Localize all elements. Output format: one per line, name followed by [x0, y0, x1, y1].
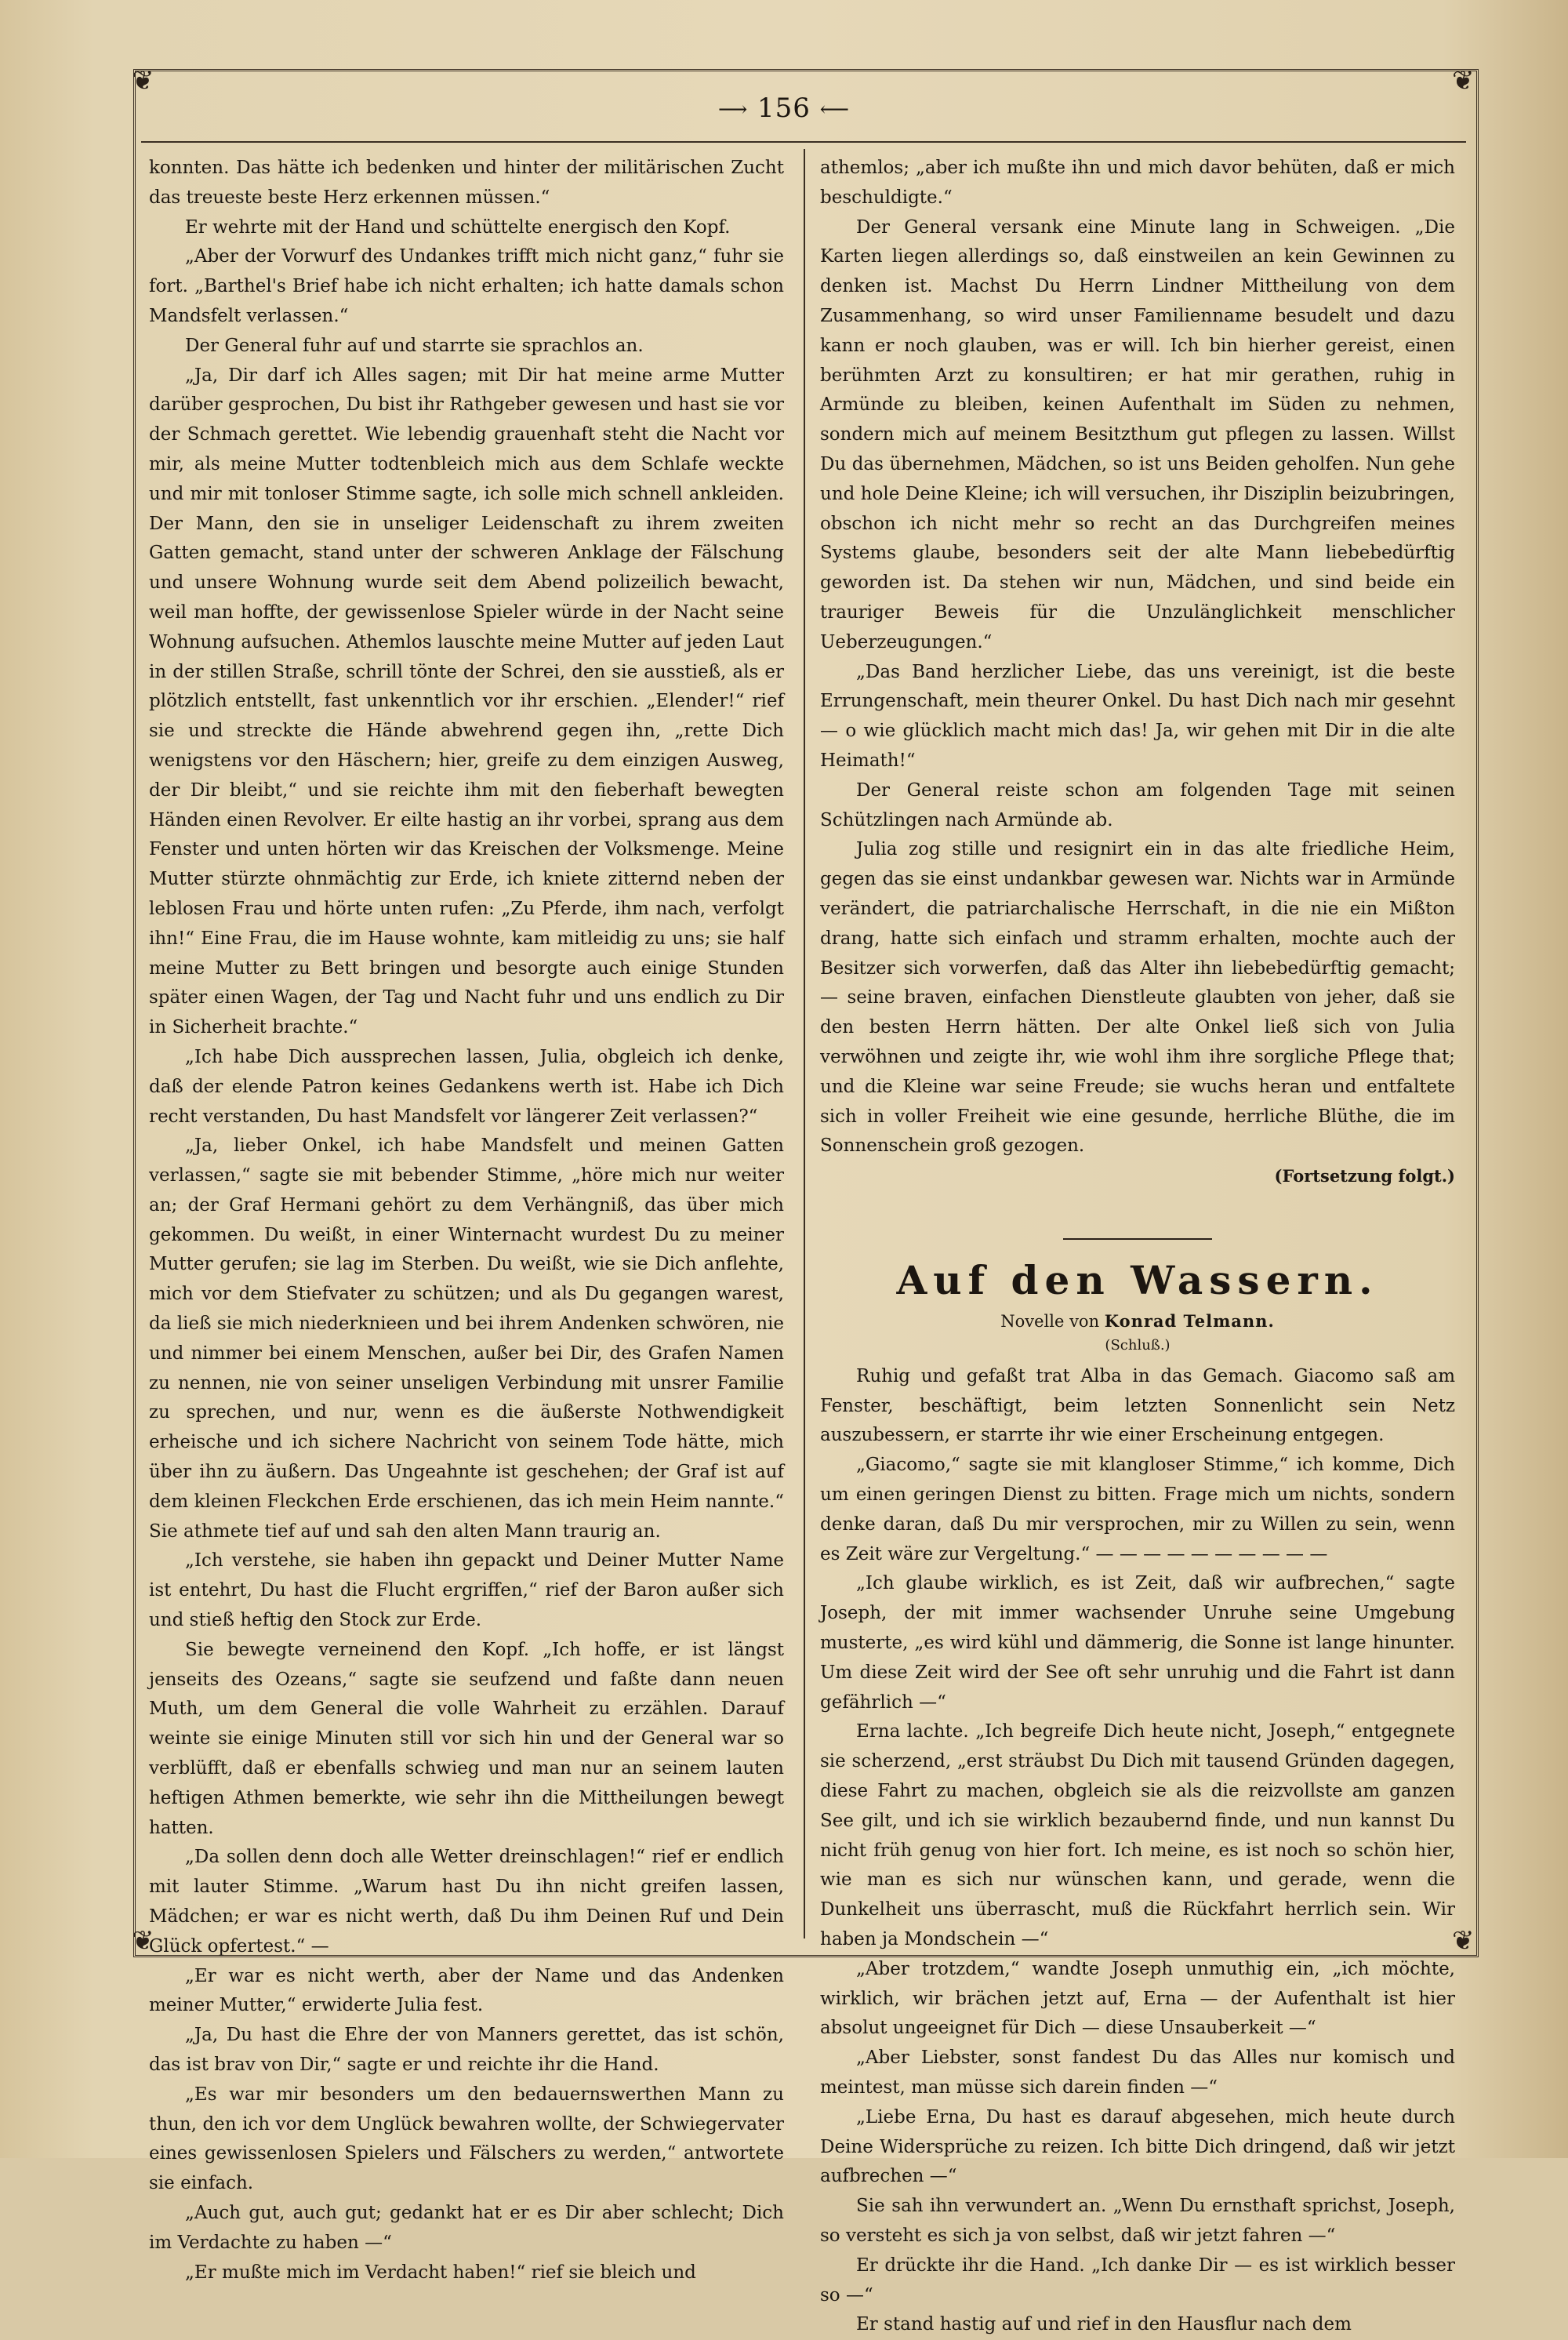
paragraph: „Da sollen denn doch alle Wetter dreinschlagen!“ rief er endlich mit lauter Stimme. „Warum hast Du ihn nicht greifen lassen, Mädchen; er war es nicht werth, daß Du ihm Deinen Ruf und Dein Glück opfertest.“ —	[149, 1847, 784, 1957]
section-separator	[1063, 1238, 1212, 1240]
paragraph: „Ja, Du hast die Ehre der von Manners gerettet, das ist schön, das ist brav von Dir,“ sagte er und reichte ihr die Hand.	[149, 2025, 784, 2075]
paragraph: „Ja, lieber Onkel, ich habe Mandsfelt und meinen Gatten verlassen,“ sagte sie mit bebender Stimme, „höre mich nur weiter an; der Graf Hermani gehört zu dem Verhängniß, das über mich gekommen. Du weißt, in einer Winternacht wurdest Du zu meiner Mutter gerufen; sie lag im Sterben. Du weißt, wie sie Dich anflehte, mich vor dem Stiefvater zu schützen; und als Du gegangen warest, da ließ sie mich niederknieen und bei ihrem Andenken schwören, nie und nimmer bei einem Menschen, außer bei Dir, des Grafen Namen zu nennen, nie von seiner unseligen Verbindung mit unsrer Familie zu sprechen, und nur, wenn es die äußerste Nothwendigkeit erheische und ich sichere Nachricht von seinem Tode hätte, mich über ihn zu äußern. Das Ungeahnte ist geschehen; der Graf ist auf dem kleinen Fleckchen Erde erschienen, das ich mein Heim nannte.“ Sie athmete tief auf und sah den alten Mann traurig an.	[149, 1135, 784, 1542]
novella-note: (Schluß.)	[1105, 1336, 1171, 1353]
novella-title: Auf den Wassern.	[896, 1256, 1379, 1303]
paragraph: konnten. Das hätte ich bedenken und hinter der militärischen Zucht das treueste beste Herz erkennen müssen.“	[149, 158, 784, 208]
corner-ornament-icon: ❦	[132, 1925, 154, 1957]
corner-ornament-icon: ❦	[1452, 1925, 1475, 1957]
paragraph: athemlos; „aber ich mußte ihn und mich davor behüten, daß er mich beschuldigte.“	[820, 158, 1455, 208]
continuation-note: (Fortsetzung folgt.)	[1274, 1166, 1455, 1186]
novella-byline	[820, 1309, 1455, 1334]
paragraph: Sie sah ihn verwundert an. „Wenn Du ernsthaft sprichst, Joseph, so versteht es sich ja von selbst, daß wir jetzt fahren —“	[820, 2196, 1455, 2246]
corner-ornament-icon: ❦	[132, 65, 154, 96]
paragraph: Er stand hastig auf und rief in den Hausflur nach dem	[856, 2314, 1352, 2335]
page-header	[690, 93, 878, 136]
paragraph: Der General reiste schon am folgenden Tage mit seinen Schützlingen nach Armünde ab.	[820, 779, 1455, 830]
paragraph: Der General versank eine Minute lang in Schweigen. „Die Karten liegen allerdings so, daß einstweilen an kein Gewinnen zu denken ist. Machst Du Herrn Lindner Mittheilung von dem Zusammenhang, so wird unser Familienname besudelt und dazu kann er noch glauben, was er will. Ich bin hierher gereist, einen berühmten Arzt zu konsultiren; er hat mir gerathen, ruhig in Armünde zu bleiben, keinen Aufenthalt im Süden zu nehmen, sondern mich auf meinem Besitzthum gut pflegen zu lassen. Willst Du das übernehmen, Mädchen, so ist uns Beiden geholfen. Nun gehe und hole Deine Kleine; ich will versuchen, ihr Disziplin beizubringen, obschon ich nicht mehr so recht an das Durchgreifen meines Systems glaube, besonders seit der alte Mann liebebedürftig geworden ist. Da stehen wir nun, Mädchen, und sind beide ein trauriger Beweis für die Unzulänglichkeit menschlicher Ueberzeugungen.“	[820, 216, 1455, 652]
page-number: 156	[757, 93, 811, 124]
paragraph: Erna lachte. „Ich begreife Dich heute nicht, Joseph,“ entgegnete sie scherzend, „erst sträubst Du Dich mit tausend Gründen dagegen, diese Fahrt zu machen, obgleich sie als die reizvollste am ganzen See gilt, und ich sie wirklich bezaubernd finde, und nun kannst Du nicht früh genug von hier fort. Ich meine, es ist noch so schön hier, wie man es sich nur wünschen kann, und gerade, wenn die Dunkelheit uns überrascht, muß die Rückfahrt herrlich sein. Wir haben ja Mondschein —“	[820, 1721, 1455, 1950]
left-column	[149, 154, 784, 2283]
paragraph: „Ich verstehe, sie haben ihn gepackt und Deiner Mutter Name ist entehrt, Du hast die Flucht ergriffen,“ rief der Baron außer sich und stieß heftig den Stock zur Erde.	[149, 1550, 784, 1631]
paragraph: „Aber trotzdem,“ wandte Joseph unmuthig ein, „ich möchte, wirklich, wir brächen jetzt auf, Erna — der Aufenthalt ist hier absolut ungeeignet für Dich — diese Unsauberkeit —“	[820, 1958, 1455, 2039]
paragraph: Ruhig und gefaßt trat Alba in das Gemach. Giacomo saß am Fenster, beschäftigt, beim letzten Sonnenlicht sein Netz auszubessern, er starrte ihr wie einer Erscheinung entgegen.	[820, 1365, 1455, 1446]
paragraph: „Er war es nicht werth, aber der Name und das Andenken meiner Mutter,“ erwiderte Julia fest.	[149, 1965, 784, 2016]
paragraph: „Aber Liebster, sonst fandest Du das Alles nur komisch und meintest, man müsse sich darein finden —“	[820, 2048, 1455, 2098]
paragraph: „Ja, Dir darf ich Alles sagen; mit Dir hat meine arme Mutter darüber gesprochen, Du bist ihr Rathgeber gewesen und hast sie vor der Schmach gerettet. Wie lebendig grauenhaft steht die Nacht vor mir, als meine Mutter todtenbleich mich aus dem Schlafe weckte und mir mit tonloser Stimme sagte, ich solle mich schnell ankleiden. Der Mann, den sie in unseliger Leidenschaft zu ihrem zweiten Gatten gemacht, stand unter der schweren Anklage der Fälschung und unsere Wohnung wurde seit dem Abend polizeilich bewacht, weil man hoffte, der gewissenlose Spieler würde in der Nacht seine Wohnung aufsuchen. Athemlos lauschte meine Mutter auf jeden Laut in der stillen Straße, schrill tönte der Schrei, den sie ausstieß, als er plötzlich entstellt, fast unkenntlich vor ihr erschien. „Elender!“ rief sie und streckte die Hände abwehrend gegen ihn, „rette Dich wenigstens vor den Häschern; hier, greife zu dem einzigen Ausweg, der Dir bleibt,“ und sie reichte ihm mit den fieberhaft bewegten Händen einen Revolver. Er eilte hastig an ihr vorbei, sprang aus dem Fenster und unten hörten wir das Kreischen der Volksmenge. Meine Mutter stürzte ohnmächtig zur Erde, ich kniete zitternd neben der leblosen Frau und hörte unten rufen: „Zu Pferde, ihm nach, verfolgt ihn!“ Eine Frau, die im Hause wohnte, kam mitleidig zu uns; sie half meine Mutter zu Bett bringen und besorgte auch einige Stunden später einen Wagen, der Tag und Nacht fuhr und uns endlich zu Dir in Sicherheit brachte.“	[149, 365, 784, 1038]
paragraph: „Das Band herzlicher Liebe, das uns vereinigt, ist die beste Errungenschaft, mein theurer Onkel. Du hast Dich nach mir gesehnt — o wie glücklich macht mich das! Ja, wir gehen mit Dir in die alte Heimath!“	[820, 661, 1455, 771]
paragraph: „Liebe Erna, Du hast es darauf abgesehen, mich heute durch Deine Widersprüche zu reizen. Ich bitte Dich dringend, daß wir jetzt aufbrechen —“	[820, 2106, 1455, 2187]
header-left-ornament: ⟶	[717, 98, 749, 122]
right-column	[820, 154, 1455, 2335]
paragraph: Der General fuhr auf und starrte sie sprachlos an.	[185, 335, 644, 356]
paragraph: Sie bewegte verneinend den Kopf. „Ich hoffe, er ist längst jenseits des Ozeans,“ sagte sie seufzend und faßte dann neuen Muth, um dem General die volle Wahrheit zu erzählen. Darauf weinte sie einige Minuten still vor sich hin und der General war so verblüfft, daß er ebenfalls schwieg und man nur an seinem lauten heftigen Athmen bemerkte, wie sehr ihn die Mittheilungen bewegt hatten.	[149, 1639, 784, 1838]
byline-prefix: Novelle von	[1000, 1311, 1100, 1331]
paragraph: Er drückte ihr die Hand. „Ich danke Dir — es ist wirklich besser so —“	[820, 2255, 1455, 2305]
paragraph: „Es war mir besonders um den bedauernswerthen Mann zu thun, den ich vor dem Unglück bewahren wollte, der Schwiegervater eines gewissenlosen Spielers und Fälschers zu werden,“ antwortete sie einfach.	[149, 2084, 784, 2194]
novella-author: Konrad Telmann.	[1104, 1310, 1275, 1331]
paragraph: „Ich habe Dich aussprechen lassen, Julia, obgleich ich denke, daß der elende Patron keines Gedankens werth ist. Habe ich Dich recht verstanden, Du hast Mandsfelt vor längerer Zeit verlassen?“	[149, 1046, 784, 1127]
header-rule	[141, 141, 1466, 143]
header-right-ornament: ⟵	[819, 98, 851, 122]
paragraph: „Giacomo,“ sagte sie mit klangloser Stimme,“ ich komme, Dich um einen geringen Dienst zu bitten. Frage mich um nichts, sondern denke daran, daß Du mir versprochen, mir zu Willen zu sein, wenn es Zeit wäre zur Vergeltung.“ — — — — — — — — — —	[820, 1455, 1455, 1564]
right-column-story	[820, 154, 1455, 1161]
paragraph: „Auch gut, auch gut; gedankt hat er es Dir aber schlecht; Dich im Verdachte zu haben —“	[149, 2202, 784, 2253]
paragraph: „Er mußte mich im Verdacht haben!“ rief sie bleich und	[185, 2262, 696, 2283]
paragraph: Er wehrte mit der Hand und schüttelte energisch den Kopf.	[185, 216, 731, 238]
corner-ornament-icon: ❦	[1452, 65, 1475, 96]
paragraph: „Ich glaube wirklich, es ist Zeit, daß wir aufbrechen,“ sagte Joseph, der mit immer wachsender Unruhe seine Umgebung musterte, „es wird kühl und dämmerig, die Sonne ist lange hinunter. Um diese Zeit wird der See oft sehr unruhig und die Fahrt ist dann gefährlich —“	[820, 1573, 1455, 1713]
paragraph: Julia zog stille und resignirt ein in das alte friedliche Heim, gegen das sie einst undankbar gewesen war. Nichts war in Armünde verändert, die patriarchalische Herrschaft, in die nie ein Mißton drang, hatte sich einfach und stramm erhalten, mochte auch der Besitzer sich vorwerfen, daß das Alter ihn liebebedürftig gemacht; — seine braven, einfachen Dienstleute glaubten von jeher, daß sie den besten Herrn hätten. Der alte Onkel ließ sich von Julia verwöhnen und zeigte ihr, wie wohl ihm ihre sorgliche Pflege that; und die Kleine war seine Freude; sie wuchs heran und entfaltete sich in voller Freiheit wie eine gesunde, herrliche Blüthe, die im Sonnenschein groß gezogen.	[820, 839, 1455, 1157]
novella-body	[820, 1362, 1455, 2340]
paragraph: „Aber der Vorwurf des Undankes trifft mich nicht ganz,“ fuhr sie fort. „Barthel's Brief habe ich nicht erhalten; ich hatte damals schon Mandsfelt verlassen.“	[149, 246, 784, 326]
column-divider	[804, 149, 805, 1938]
